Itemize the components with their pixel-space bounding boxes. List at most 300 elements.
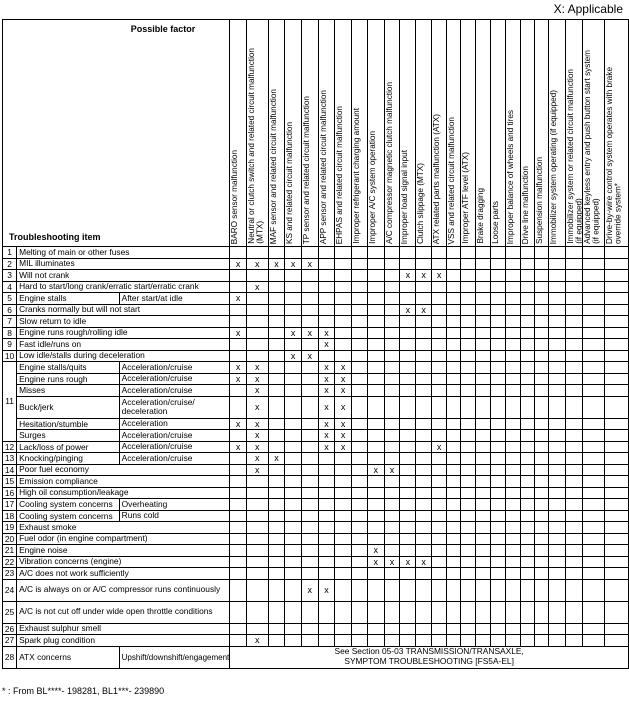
- mark-cell: [432, 545, 447, 557]
- mark-cell: [432, 499, 447, 511]
- mark-cell: [549, 316, 566, 328]
- mark-cell: [285, 476, 302, 488]
- mark-cell: [335, 281, 352, 293]
- mark-cell: [490, 623, 505, 635]
- mark-cell: [335, 304, 352, 316]
- mark-cell: [285, 373, 302, 385]
- mark-cell: [447, 339, 461, 351]
- item-condition: After start/at idle: [119, 293, 230, 305]
- mark-cell: [447, 533, 461, 545]
- mark-cell: x: [335, 418, 352, 430]
- item-label: High oil consumption/leakage: [17, 487, 230, 499]
- mark-cell: [285, 281, 302, 293]
- mark-cell: [268, 487, 285, 499]
- mark-cell: x: [246, 441, 268, 453]
- mark-cell: [351, 635, 367, 647]
- mark-cell: [520, 522, 534, 534]
- mark-cell: x: [384, 464, 400, 476]
- mark-cell: [367, 270, 384, 282]
- mark-cell: [535, 522, 549, 534]
- mark-cell: [582, 339, 605, 351]
- mark-cell: [230, 281, 247, 293]
- item-label: Engine noise: [17, 545, 230, 557]
- mark-cell: [605, 635, 629, 647]
- mark-cell: [230, 635, 247, 647]
- mark-cell: [582, 568, 605, 580]
- mark-cell: [246, 270, 268, 282]
- mark-cell: [490, 362, 505, 374]
- mark-cell: [461, 281, 475, 293]
- mark-cell: [367, 568, 384, 580]
- mark-cell: [400, 476, 416, 488]
- mark-cell: [535, 568, 549, 580]
- mark-cell: x: [318, 418, 335, 430]
- mark-cell: [367, 304, 384, 316]
- mark-cell: [520, 579, 534, 601]
- mark-cell: [301, 430, 318, 442]
- mark-cell: [475, 635, 490, 647]
- mark-cell: [475, 316, 490, 328]
- mark-cell: [416, 623, 432, 635]
- mark-cell: [351, 476, 367, 488]
- mark-cell: [520, 293, 534, 305]
- mark-cell: [566, 281, 583, 293]
- mark-cell: [384, 304, 400, 316]
- mark-cell: [384, 385, 400, 397]
- mark-cell: [301, 281, 318, 293]
- mark-cell: x: [301, 258, 318, 270]
- mark-cell: [400, 247, 416, 259]
- mark-cell: [535, 533, 549, 545]
- table-row: [3, 623, 629, 635]
- mark-cell: [490, 258, 505, 270]
- mark-cell: [520, 533, 534, 545]
- mark-cell: [301, 510, 318, 522]
- mark-cell: [301, 385, 318, 397]
- mark-cell: x: [318, 339, 335, 351]
- mark-cell: [318, 499, 335, 511]
- mark-cell: [246, 533, 268, 545]
- mark-cell: [520, 601, 534, 623]
- mark-cell: [268, 281, 285, 293]
- mark-cell: [490, 339, 505, 351]
- mark-cell: [582, 464, 605, 476]
- mark-cell: [566, 316, 583, 328]
- mark-cell: [490, 464, 505, 476]
- item-label: Misses: [17, 385, 120, 397]
- mark-cell: [490, 327, 505, 339]
- mark-cell: [432, 316, 447, 328]
- mark-cell: [351, 499, 367, 511]
- troubleshooting-item-heading: Troubleshooting item: [9, 232, 101, 242]
- mark-cell: [351, 579, 367, 601]
- mark-cell: [268, 293, 285, 305]
- table-row: [3, 339, 629, 351]
- table-row: [3, 327, 629, 339]
- mark-cell: [285, 533, 302, 545]
- mark-cell: [505, 304, 520, 316]
- mark-cell: [566, 499, 583, 511]
- factor-label: Improper ATF level (ATX): [461, 152, 471, 244]
- mark-cell: [268, 601, 285, 623]
- mark-cell: x: [367, 464, 384, 476]
- mark-cell: [367, 350, 384, 362]
- mark-cell: [461, 339, 475, 351]
- mark-cell: x: [318, 373, 335, 385]
- mark-cell: [351, 304, 367, 316]
- mark-cell: [605, 270, 629, 282]
- item-condition: Runs cold: [119, 510, 230, 522]
- mark-cell: [520, 339, 534, 351]
- item-number: 1: [3, 247, 17, 259]
- mark-cell: [400, 327, 416, 339]
- mark-cell: [447, 316, 461, 328]
- factor-label: Improper A/C system operation: [367, 131, 377, 244]
- mark-cell: [230, 304, 247, 316]
- mark-cell: [582, 635, 605, 647]
- table-row: [3, 464, 629, 476]
- mark-cell: [505, 579, 520, 601]
- mark-cell: [475, 258, 490, 270]
- table-row: [3, 270, 629, 282]
- mark-cell: [416, 373, 432, 385]
- mark-cell: [367, 316, 384, 328]
- mark-cell: [301, 522, 318, 534]
- mark-cell: [520, 441, 534, 453]
- mark-cell: [505, 601, 520, 623]
- table-row: [3, 293, 629, 305]
- mark-cell: [416, 545, 432, 557]
- item-number: 27: [3, 635, 17, 647]
- mark-cell: [367, 373, 384, 385]
- mark-cell: [285, 635, 302, 647]
- mark-cell: [285, 487, 302, 499]
- mark-cell: [301, 418, 318, 430]
- item-number: 2: [3, 258, 17, 270]
- mark-cell: [461, 258, 475, 270]
- mark-cell: [432, 533, 447, 545]
- mark-cell: [549, 635, 566, 647]
- mark-cell: [230, 339, 247, 351]
- factor-label: Drive-by-wire control system operates with brake override system*: [605, 67, 623, 244]
- mark-cell: [505, 362, 520, 374]
- mark-cell: [505, 327, 520, 339]
- mark-cell: [475, 533, 490, 545]
- mark-cell: [549, 533, 566, 545]
- mark-cell: [384, 247, 400, 259]
- table-row: [3, 522, 629, 534]
- mark-cell: [318, 270, 335, 282]
- mark-cell: [475, 568, 490, 580]
- mark-cell: [605, 430, 629, 442]
- mark-cell: [475, 362, 490, 374]
- mark-cell: [400, 453, 416, 465]
- mark-cell: x: [246, 430, 268, 442]
- mark-cell: [384, 293, 400, 305]
- mark-cell: [490, 430, 505, 442]
- mark-cell: [549, 385, 566, 397]
- mark-cell: [335, 350, 352, 362]
- mark-cell: [535, 258, 549, 270]
- mark-cell: [605, 293, 629, 305]
- item-number: 21: [3, 545, 17, 557]
- mark-cell: [520, 362, 534, 374]
- mark-cell: [535, 418, 549, 430]
- mark-cell: [535, 281, 549, 293]
- mark-cell: [549, 396, 566, 418]
- factor-label: KS and related circuit malfunction: [285, 122, 295, 244]
- mark-cell: [301, 453, 318, 465]
- mark-cell: [384, 510, 400, 522]
- mark-cell: [400, 373, 416, 385]
- mark-cell: [351, 464, 367, 476]
- mark-cell: [549, 350, 566, 362]
- mark-cell: [549, 545, 566, 557]
- mark-cell: [505, 385, 520, 397]
- table-row: [3, 316, 629, 328]
- mark-cell: [582, 533, 605, 545]
- mark-cell: [351, 623, 367, 635]
- mark-cell: [335, 327, 352, 339]
- mark-cell: [301, 623, 318, 635]
- mark-cell: [285, 464, 302, 476]
- mark-cell: [490, 316, 505, 328]
- mark-cell: [318, 464, 335, 476]
- mark-cell: [230, 499, 247, 511]
- mark-cell: [461, 522, 475, 534]
- mark-cell: [318, 281, 335, 293]
- mark-cell: [432, 430, 447, 442]
- mark-cell: [461, 601, 475, 623]
- mark-cell: [367, 385, 384, 397]
- item-label: Cooling system concerns: [17, 499, 120, 511]
- mark-cell: [230, 623, 247, 635]
- mark-cell: [461, 396, 475, 418]
- mark-cell: [400, 545, 416, 557]
- mark-cell: [351, 362, 367, 374]
- mark-cell: [582, 545, 605, 557]
- mark-cell: [384, 441, 400, 453]
- factor-label: Improper load signal input: [400, 149, 410, 244]
- mark-cell: [566, 453, 583, 465]
- mark-cell: [416, 350, 432, 362]
- mark-cell: [384, 476, 400, 488]
- mark-cell: [285, 385, 302, 397]
- mark-cell: [432, 556, 447, 568]
- item-label: Exhaust smoke: [17, 522, 230, 534]
- mark-cell: [475, 556, 490, 568]
- mark-cell: [490, 304, 505, 316]
- item-number: 25: [3, 601, 17, 623]
- factor-label: APP sensor and related circuit malfunction: [318, 89, 328, 244]
- mark-cell: [335, 556, 352, 568]
- mark-cell: [416, 522, 432, 534]
- mark-cell: [268, 556, 285, 568]
- factor-label: Loose parts: [490, 201, 500, 244]
- mark-cell: [490, 556, 505, 568]
- mark-cell: [566, 579, 583, 601]
- mark-cell: [447, 623, 461, 635]
- mark-cell: [246, 350, 268, 362]
- mark-cell: [351, 601, 367, 623]
- mark-cell: [285, 362, 302, 374]
- table-row: [3, 579, 629, 601]
- mark-cell: [335, 476, 352, 488]
- mark-cell: [351, 556, 367, 568]
- mark-cell: [400, 499, 416, 511]
- mark-cell: [335, 487, 352, 499]
- item-number: 14: [3, 464, 17, 476]
- mark-cell: [605, 396, 629, 418]
- mark-cell: [384, 453, 400, 465]
- mark-cell: [461, 350, 475, 362]
- mark-cell: x: [230, 362, 247, 374]
- mark-cell: [566, 293, 583, 305]
- factor-header-18: [505, 20, 520, 247]
- mark-cell: [505, 510, 520, 522]
- mark-cell: [582, 270, 605, 282]
- table-row: [3, 385, 629, 397]
- mark-cell: [566, 510, 583, 522]
- item-label: Fuel odor (in engine compartment): [17, 533, 230, 545]
- mark-cell: x: [246, 362, 268, 374]
- item-number: 12: [3, 441, 17, 453]
- mark-cell: [505, 373, 520, 385]
- mark-cell: [246, 293, 268, 305]
- mark-cell: [566, 601, 583, 623]
- mark-cell: [400, 316, 416, 328]
- mark-cell: [535, 476, 549, 488]
- mark-cell: [447, 270, 461, 282]
- item-label: Engine stalls: [17, 293, 120, 305]
- mark-cell: [367, 522, 384, 534]
- mark-cell: [335, 499, 352, 511]
- mark-cell: [535, 601, 549, 623]
- mark-cell: [475, 430, 490, 442]
- mark-cell: [535, 304, 549, 316]
- mark-cell: x: [230, 418, 247, 430]
- mark-cell: [549, 339, 566, 351]
- table-row: [3, 601, 629, 623]
- table-row: [3, 476, 629, 488]
- mark-cell: [505, 350, 520, 362]
- mark-cell: x: [367, 556, 384, 568]
- mark-cell: [566, 327, 583, 339]
- mark-cell: [432, 373, 447, 385]
- mark-cell: [447, 396, 461, 418]
- item-label: Vibration concerns (engine): [17, 556, 230, 568]
- mark-cell: [549, 258, 566, 270]
- mark-cell: [318, 635, 335, 647]
- mark-cell: [285, 270, 302, 282]
- mark-cell: [416, 635, 432, 647]
- mark-cell: [505, 316, 520, 328]
- mark-cell: [447, 499, 461, 511]
- mark-cell: [566, 623, 583, 635]
- mark-cell: [582, 396, 605, 418]
- mark-cell: [461, 247, 475, 259]
- mark-cell: [367, 258, 384, 270]
- mark-cell: [535, 464, 549, 476]
- mark-cell: x: [246, 258, 268, 270]
- mark-cell: x: [285, 350, 302, 362]
- mark-cell: [432, 623, 447, 635]
- mark-cell: [384, 418, 400, 430]
- factor-label: MAF sensor and related circuit malfunction: [268, 88, 278, 244]
- mark-cell: [490, 281, 505, 293]
- mark-cell: [520, 430, 534, 442]
- factor-label: Clutch slippage (MTX): [416, 163, 426, 244]
- factor-label: Suspension malfunction: [535, 157, 545, 244]
- mark-cell: [416, 499, 432, 511]
- mark-cell: [490, 396, 505, 418]
- mark-cell: [400, 385, 416, 397]
- item-label: Cranks normally but will not start: [17, 304, 230, 316]
- mark-cell: [582, 281, 605, 293]
- mark-cell: [490, 510, 505, 522]
- mark-cell: [535, 499, 549, 511]
- mark-cell: [549, 499, 566, 511]
- mark-cell: [367, 579, 384, 601]
- mark-cell: [447, 373, 461, 385]
- mark-cell: [335, 339, 352, 351]
- mark-cell: [230, 556, 247, 568]
- mark-cell: [301, 533, 318, 545]
- mark-cell: [461, 453, 475, 465]
- mark-cell: [400, 510, 416, 522]
- mark-cell: [285, 510, 302, 522]
- mark-cell: [335, 247, 352, 259]
- mark-cell: [605, 464, 629, 476]
- item-label: MIL illuminates: [17, 258, 230, 270]
- mark-cell: [535, 453, 549, 465]
- mark-cell: [301, 396, 318, 418]
- item-number: 3: [3, 270, 17, 282]
- mark-cell: [230, 385, 247, 397]
- mark-cell: [432, 396, 447, 418]
- table-row: [3, 510, 629, 522]
- mark-cell: [566, 270, 583, 282]
- mark-cell: [520, 304, 534, 316]
- mark-cell: [400, 339, 416, 351]
- mark-cell: [535, 350, 549, 362]
- mark-cell: [318, 316, 335, 328]
- mark-cell: [490, 247, 505, 259]
- mark-cell: [246, 476, 268, 488]
- mark-cell: [400, 396, 416, 418]
- mark-cell: [268, 476, 285, 488]
- mark-cell: [400, 350, 416, 362]
- mark-cell: [384, 316, 400, 328]
- mark-cell: [416, 510, 432, 522]
- mark-cell: [461, 418, 475, 430]
- mark-cell: [582, 350, 605, 362]
- mark-cell: [605, 453, 629, 465]
- mark-cell: [447, 385, 461, 397]
- item-label: Engine runs rough/rolling idle: [17, 327, 230, 339]
- mark-cell: [582, 247, 605, 259]
- mark-cell: [268, 510, 285, 522]
- mark-cell: [461, 487, 475, 499]
- mark-cell: x: [230, 327, 247, 339]
- table-row: [3, 453, 629, 465]
- mark-cell: [605, 418, 629, 430]
- mark-cell: [285, 579, 302, 601]
- mark-cell: [582, 385, 605, 397]
- mark-cell: [301, 568, 318, 580]
- factor-label: Improper refrigerant charging amount: [351, 108, 361, 244]
- mark-cell: [490, 499, 505, 511]
